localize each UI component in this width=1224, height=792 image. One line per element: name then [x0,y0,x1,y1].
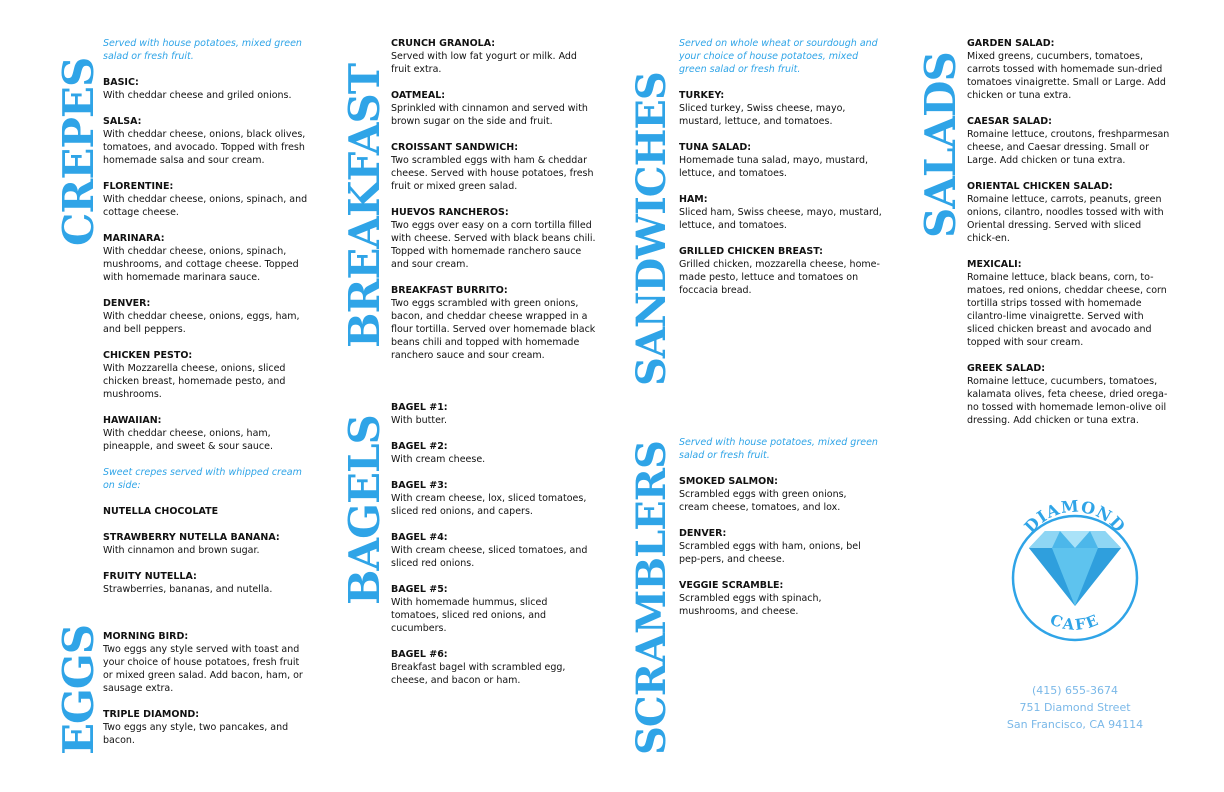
bagels-section [391,401,596,700]
heading-eggs: EGGS [54,624,103,755]
menu-item [103,180,308,219]
menu-item [679,475,879,514]
item-name: BAGEL #1: [391,402,448,413]
item-name: BAGEL #6: [391,649,448,660]
item-desc: Two eggs over easy on a corn tortilla filled with cheese. Served with black beans chili. Topped with homemade ranchero sauce and sour cream. [391,220,596,270]
scramblers-section [679,436,879,631]
menu-item [103,297,308,336]
crepes-section [103,37,308,609]
diamond-icon [1029,531,1121,606]
item-desc: Romaine lettuce, croutons, freshparmesan cheese, and Caesar dressing. Small or Large. Add chicken or tuna extra. [967,129,1170,166]
item-desc: Romaine lettuce, black beans, corn, to-matoes, red onions, cheddar cheese, corn tortilla strips tossed with homemade cilantro-lime vinaigrette. Served with sliced chicken breast and avocado and topped with sour cream. [967,272,1167,348]
item-desc: Served with low fat yogurt or milk. Add fruit extra. [391,51,577,75]
menu-item [103,76,308,102]
item-desc: With cheddar cheese, onions, ham, pineapple, and sweet & sour sauce. [103,428,274,452]
menu-item [391,440,596,466]
sweet-crepes-note: Sweet crepes served with whipped cream on side: [103,467,302,491]
menu-item [103,232,308,284]
salads-section [967,37,1172,440]
item-desc: Scrambled eggs with green onions, cream cheese, tomatoes, and lox. [679,489,847,513]
item-desc: Sprinkled with cinnamon and served with brown sugar on the side and fruit. [391,103,588,127]
item-name: MARINARA: [103,233,165,244]
item-name: DENVER: [103,298,151,309]
menu-item [967,115,1172,167]
menu-item [103,414,308,453]
item-name: BAGEL #5: [391,584,448,595]
city-address: San Francisco, CA 94114 [1006,718,1144,731]
item-desc: Strawberries, bananas, and nutella. [103,584,273,595]
item-desc: With cheddar cheese, onions, spinach, mushrooms, and cottage cheese. Topped with homemade marinara sauce. [103,246,299,283]
menu-item [967,180,1172,245]
item-desc: With cinnamon and brown sugar. [103,545,260,556]
item-desc: With cheddar cheese, onions, eggs, ham, and bell peppers. [103,311,300,335]
diamond-cafe-logo [1003,488,1148,656]
item-name: VEGGIE SCRAMBLE: [679,580,784,591]
logo-text-bottom: CAFE [1047,610,1103,635]
heading-salads: SALADS [916,52,965,238]
heading-sandwiches: SANDWICHES [628,72,675,386]
menu-item [391,141,596,193]
item-desc: Romaine lettuce, cucumbers, tomatoes, kalamata olives, feta cheese, dried orega-no tossed with homemade lemon-olive oil dressing. Add chicken or tuna extra. [967,376,1168,426]
item-desc: Two scrambled eggs with ham & cheddar cheese. Served with house potatoes, fresh fruit or mixed green salad. [391,155,594,192]
menu-item [391,583,596,635]
menu-item [679,141,884,180]
eggs-section [103,630,303,760]
item-name: CROISSANT SANDWICH: [391,142,519,153]
item-desc: Two eggs scrambled with green onions, bacon, and cheddar cheese wrapped in a flour tortilla. Served over homemade black beans chili and topped with homemade ranchero sauce and sour cream. [391,298,596,361]
item-name: TURKEY: [679,90,725,101]
item-desc: With Mozzarella cheese, onions, sliced chicken breast, homemade pesto, and mushrooms. [103,363,286,400]
heading-breakfast: BREAKFAST [340,63,389,348]
street-address: 751 Diamond Street [1019,701,1131,714]
menu-item [391,206,596,271]
item-desc: Romaine lettuce, carrots, peanuts, green onions, cilantro, noodles tossed with with Oriental dressing. Served with sliced chick-en. [967,194,1164,244]
menu-item [679,579,879,618]
menu-item [391,479,596,518]
item-name: FLORENTINE: [103,181,174,192]
heading-scramblers: SCRAMBLERS [628,441,675,755]
item-desc: Homemade tuna salad, mayo, mustard, lettuce, and tomatoes. [679,155,869,179]
item-desc: With cream cheese. [391,454,486,465]
menu-item [391,89,596,128]
breakfast-section [391,37,596,375]
item-desc: Scrambled eggs with ham, onions, bel pep-pers, and cheese. [679,541,861,565]
item-desc: Grilled chicken, mozzarella cheese, home-made pesto, lettuce and tomatoes on foccacia bread. [679,259,880,296]
item-name: TRIPLE DIAMOND: [103,709,200,720]
menu-item [679,193,884,232]
heading-bagels: BAGELS [340,415,389,605]
item-name: GRILLED CHICKEN BREAST: [679,246,823,257]
item-name: SALSA: [103,116,142,127]
scramblers-note: Served with house potatoes, mixed green salad or fresh fruit. [679,437,878,461]
item-name: CHICKEN PESTO: [103,350,193,361]
menu-item [391,531,596,570]
item-desc: Scrambled eggs with spinach, mushrooms, and cheese. [679,593,822,617]
phone-number: (415) 655-3674 [1031,684,1119,697]
item-name: TUNA SALAD: [679,142,752,153]
menu-item [391,284,596,362]
menu-item [967,37,1172,102]
item-name: HUEVOS RANCHEROS: [391,207,509,218]
item-name: DENVER: [679,528,727,539]
item-name: STRAWBERRY NUTELLA BANANA: [103,532,280,543]
item-name: MEXICALI: [967,259,1022,270]
item-desc: Sliced turkey, Swiss cheese, mayo, mustard, lettuce, and tomatoes. [679,103,846,127]
item-name: CAESAR SALAD: [967,116,1052,127]
item-name: GREEK SALAD: [967,363,1046,374]
item-desc: With homemade hummus, sliced tomatoes, sliced red onions, and cucumbers. [391,597,548,634]
menu-item [103,349,308,401]
item-name: MORNING BIRD: [103,631,189,642]
item-name: HAWAIIAN: [103,415,162,426]
menu-item [391,37,596,76]
menu-item [103,570,308,596]
item-desc: Two eggs any style served with toast and your choice of house potatoes, fresh fruit or mixed green salad. Add bacon, ham, or sausage extra. [103,644,303,694]
menu-item [967,362,1172,427]
contact-info [990,682,1160,733]
item-desc: With butter. [391,415,447,426]
item-name: HAM: [679,194,708,205]
item-desc: Breakfast bagel with scrambled egg, cheese, and bacon or ham. [391,662,566,686]
item-name: BAGEL #2: [391,441,448,452]
menu-item [103,531,308,557]
menu-item [103,708,303,747]
item-name: BREAKFAST BURRITO: [391,285,508,296]
menu-item [679,89,884,128]
item-name: BASIC: [103,77,139,88]
item-desc: Two eggs any style, two pancakes, and bacon. [103,722,289,746]
item-desc: Mixed greens, cucumbers, tomatoes, carrots tossed with homemade sun-dried tomatoes vinaigrette. Small or Large. Add chicken or tuna extra. [967,51,1166,101]
crepes-note: Served with house potatoes, mixed green salad or fresh fruit. [103,38,302,62]
sandwiches-note: Served on whole wheat or sourdough and your choice of house potatoes, mixed green salad or fresh fruit. [679,38,878,75]
item-desc: With cheddar cheese, onions, spinach, and cottage cheese. [103,194,308,218]
item-name: GARDEN SALAD: [967,38,1055,49]
menu-item [391,648,596,687]
menu-item [679,527,879,566]
item-name: SMOKED SALMON: [679,476,778,487]
item-name: BAGEL #3: [391,480,448,491]
item-desc: With cream cheese, sliced tomatoes, and sliced red onions. [391,545,588,569]
heading-crepes: CREPES [54,57,103,246]
logo-text-top: DIAMOND [1020,496,1130,537]
item-name: BAGEL #4: [391,532,448,543]
item-name: CRUNCH GRANOLA: [391,38,496,49]
menu-item [103,505,308,518]
sandwiches-section [679,37,884,310]
menu-item [391,401,596,427]
item-name: OATMEAL: [391,90,446,101]
item-name: ORIENTAL CHICKEN SALAD: [967,181,1113,192]
menu-item [103,115,308,167]
item-desc: Sliced ham, Swiss cheese, mayo, mustard, lettuce, and tomatoes. [679,207,882,231]
item-desc: With cream cheese, lox, sliced tomatoes, sliced red onions, and capers. [391,493,587,517]
item-desc: With cheddar cheese and griled onions. [103,90,292,101]
menu-item [967,258,1172,349]
menu-item [679,245,884,297]
item-name: FRUITY NUTELLA: [103,571,197,582]
item-name: NUTELLA CHOCOLATE [103,506,219,517]
item-desc: With cheddar cheese, onions, black olives, tomatoes, and avocado. Topped with fresh homemade salsa and sour cream. [103,129,306,166]
menu-item [103,630,303,695]
